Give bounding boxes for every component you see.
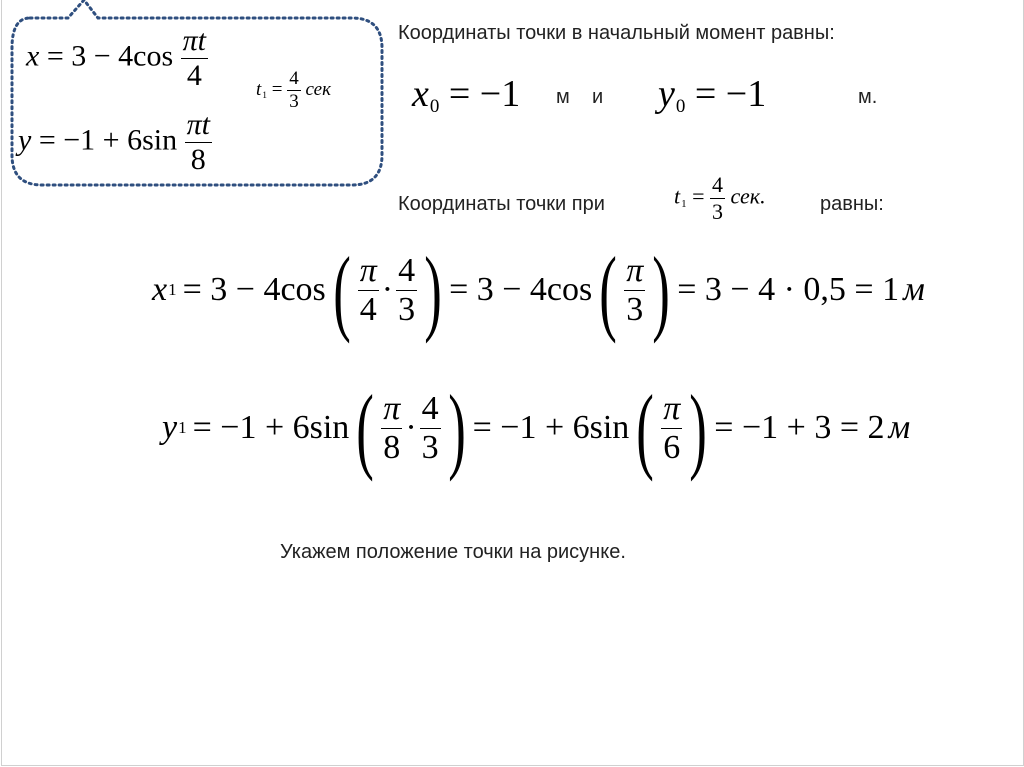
x1-paren2-close: )	[652, 236, 671, 344]
y1-frac3-den: 6	[663, 428, 681, 466]
y1-frac1-den: 8	[383, 428, 401, 466]
t1-variable: t	[256, 78, 262, 100]
y1-equation	[162, 374, 911, 482]
initial-heading: Координаты точки в начальный момент равны:	[398, 22, 835, 44]
at-t1-heading-post: равны:	[820, 193, 884, 215]
t1-equals: =	[271, 78, 283, 100]
y-frac-num: πt	[186, 108, 210, 141]
x1-frac1-num: π	[359, 251, 377, 289]
x-frac-den: 4	[186, 59, 202, 92]
x0-equation	[412, 72, 520, 118]
x1-equation	[152, 236, 925, 344]
y1-paren-open: (	[356, 374, 375, 482]
y1-frac3	[661, 390, 682, 467]
y1-frac2	[420, 390, 441, 467]
x1-frac3-num: π	[626, 251, 644, 289]
at-t1-frac-num: 4	[712, 172, 724, 197]
x1-dot: ·	[381, 271, 394, 308]
y1-paren-close: )	[447, 374, 466, 482]
x0-sub: 0	[429, 95, 440, 117]
x-variable: x	[26, 39, 40, 73]
t1-sub: 1	[262, 90, 268, 101]
y1-frac2-den: 3	[421, 428, 439, 466]
y1-dot: ·	[405, 409, 417, 446]
x0-rhs: = −1	[448, 73, 521, 115]
y1-variable: y	[162, 409, 178, 446]
x1-frac3-den: 3	[626, 290, 644, 328]
at-t1-time	[674, 172, 766, 225]
and-word: и	[592, 86, 604, 108]
y1-paren2-open: (	[636, 374, 655, 482]
x1-frac2-num: 4	[398, 251, 416, 289]
y0-equation	[658, 72, 766, 118]
y1-frac1	[381, 390, 402, 467]
x1-sub: 1	[168, 280, 177, 299]
t1-unit: сек	[305, 78, 332, 100]
x1-frac1-den: 4	[359, 290, 377, 328]
y1-part3: = −1 + 3 = 2	[714, 409, 885, 446]
y0-sub: 0	[675, 95, 686, 117]
y-frac-den: 8	[190, 143, 206, 176]
footer-text: Укажем положение точки на рисунке.	[280, 541, 626, 563]
x-frac-num: πt	[182, 24, 207, 57]
given-x-equation	[26, 24, 208, 93]
x1-variable: x	[152, 271, 168, 308]
x1-paren-open: (	[332, 236, 351, 344]
y0-variable: y	[658, 73, 675, 115]
x1-paren2-open: (	[599, 236, 618, 344]
y-fraction	[185, 108, 212, 177]
at-t1-unit: сек.	[730, 183, 766, 209]
given-t1	[256, 68, 331, 113]
x-rhs: = 3 − 4cos	[46, 39, 174, 73]
t1-fraction	[287, 68, 301, 113]
x1-part1: = 3 − 4cos	[182, 271, 326, 308]
y1-sub: 1	[178, 418, 187, 437]
t1-frac-den: 3	[289, 91, 299, 112]
x0-variable: x	[412, 73, 429, 115]
x-fraction	[181, 24, 208, 93]
at-t1-equals: =	[692, 183, 705, 209]
x1-part2: = 3 − 4cos	[449, 271, 593, 308]
unit-m-1: м	[556, 86, 570, 108]
y1-part1: = −1 + 6sin	[192, 409, 350, 446]
x1-frac2-den: 3	[398, 290, 416, 328]
y-variable: y	[18, 123, 32, 157]
y1-unit: м	[888, 409, 911, 446]
y0-rhs: = −1	[694, 73, 767, 115]
x1-frac3	[624, 252, 645, 329]
x1-frac2	[396, 252, 417, 329]
at-t1-heading-pre: Координаты точки при	[398, 193, 605, 215]
at-t1-variable: t	[674, 183, 681, 209]
x1-unit: м	[903, 271, 925, 308]
y-rhs: = −1 + 6sin	[38, 123, 178, 157]
x1-frac1	[358, 252, 379, 329]
y1-frac3-num: π	[663, 389, 681, 427]
given-y-equation	[18, 108, 212, 177]
y1-part2: = −1 + 6sin	[472, 409, 630, 446]
y1-frac2-num: 4	[421, 389, 439, 427]
t1-frac-num: 4	[289, 68, 299, 89]
x1-paren-close: )	[424, 236, 442, 344]
x1-part3: = 3 − 4 · 0,5 = 1	[677, 271, 900, 308]
at-t1-fraction	[710, 172, 725, 225]
at-t1-sub: 1	[681, 197, 687, 210]
at-t1-frac-den: 3	[712, 199, 724, 224]
y1-frac1-num: π	[383, 389, 401, 427]
y1-paren2-close: )	[689, 374, 708, 482]
unit-m-2: м.	[858, 86, 878, 108]
